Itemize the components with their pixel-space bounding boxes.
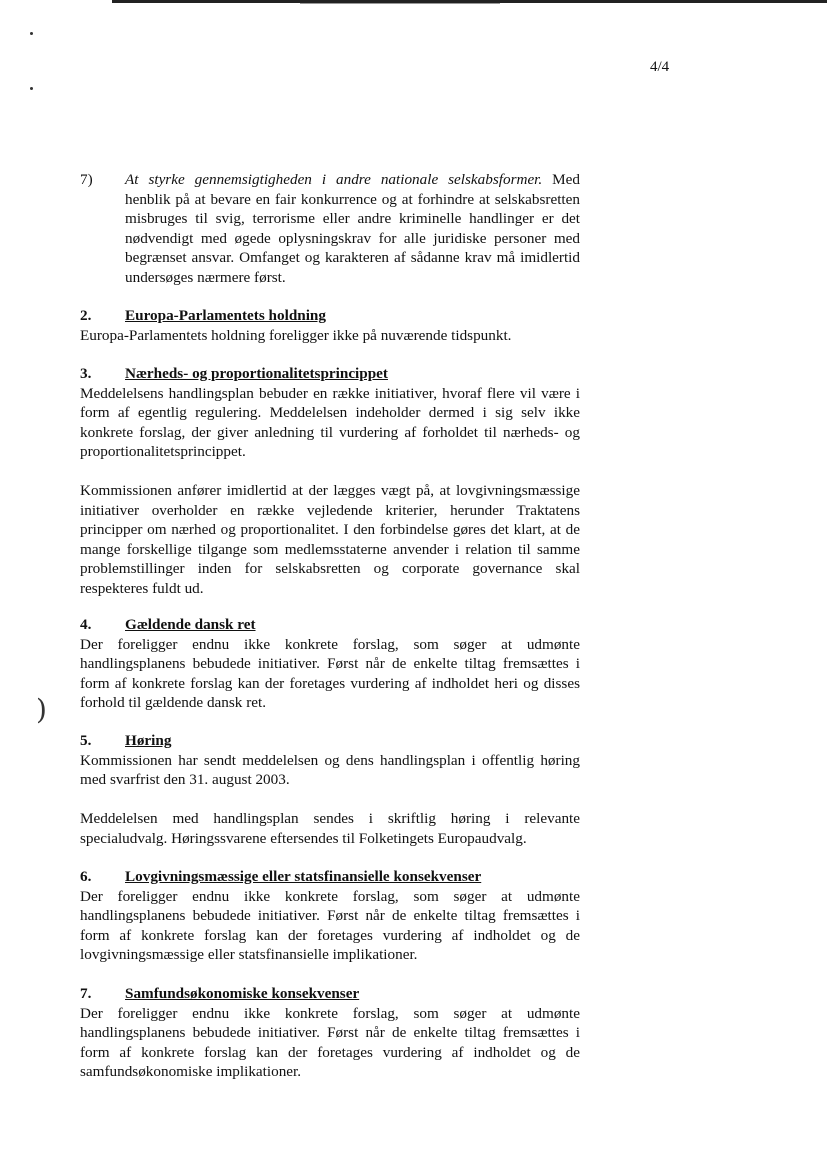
- section-title: Samfundsøkonomiske konsekvenser: [125, 985, 360, 1002]
- section-number: 7.: [80, 985, 92, 1002]
- section-paragraph: Der foreligger endnu ikke konkrete forslag, som søger at udmønte handlingsplanens bebudede initiativer. Først når de enkelte tiltag fremsættes i form af konkrete forslag kan der foretages vurdering af indholdet og de lovgivningsmæssige eller statsfinansielle implikationer.: [80, 887, 580, 963]
- section-heading: [80, 731, 580, 751]
- section-heading: [80, 615, 580, 635]
- section-6: [80, 867, 580, 965]
- section-number: 4.: [80, 616, 92, 633]
- list-item-lead: At styrke gennemsigtigheden i andre nationale selskabsformer.: [125, 171, 543, 188]
- section-paragraph: Der foreligger endnu ikke konkrete forslag, som søger at udmønte handlingsplanens bebudede initiativer. Først når de enkelte tiltag fremsættes i form af konkrete forslag kan der foretages vurdering af indholdet heri og disses forhold til gældende dansk ret.: [80, 635, 580, 711]
- section-paragraph: Meddelelsens handlingsplan bebuder en række initiativer, hvoraf flere vil være i form af egentlig regulering. Meddelelsen indeholder dermed i sig selv ikke konkrete forslag, der giver anledning til vurdering af forholdet til nærheds- og proportionalitetsprincippet.: [80, 384, 580, 460]
- section-title: Nærheds- og proportionalitetsprincippet: [125, 365, 388, 382]
- section-paragraph: Meddelelsen med handlingsplan sendes i skriftlig høring i relevante specialudvalg. Høringssvarene eftersendes til Folketingets Europaudvalg.: [80, 810, 580, 847]
- section-title: Høring: [125, 732, 172, 749]
- list-item-7: [80, 170, 580, 287]
- section-2: [80, 306, 580, 345]
- section-title: Gældende dansk ret: [125, 616, 256, 633]
- section-number: 3.: [80, 365, 92, 382]
- section-paragraph: Kommissionen anfører imidlertid at der lægges vægt på, at lovgivningsmæssige initiativer overholder en række vejledende kriterier, herunder Traktatens principper om nærhed og proportionalitet. I den forbindelse gøres det klart, at de mange forskellige tilgange som medlemsstaterne anvender i relation til samme problemstillinger inden for selskabsretten og corporate governance skal respekteres fuldt ud.: [80, 482, 580, 597]
- scan-speck: [30, 32, 33, 35]
- section-number: 6.: [80, 868, 92, 885]
- section-title: Lovgivningsmæssige eller statsfinansielle konsekvenser: [125, 868, 482, 885]
- section-heading: [80, 364, 580, 384]
- binder-hole-mark: ): [36, 693, 47, 726]
- section-paragraph: Europa-Parlamentets holdning foreligger ikke på nuværende tidspunkt.: [80, 326, 512, 344]
- scan-top-border-secondary: [300, 3, 500, 4]
- page-number: 4/4: [650, 59, 670, 75]
- list-item-body: [125, 170, 580, 287]
- scan-speck: [30, 87, 33, 90]
- section-heading: [80, 867, 580, 887]
- section-5: [80, 731, 580, 848]
- section-number: 2.: [80, 307, 92, 324]
- section-paragraph: Der foreligger endnu ikke konkrete forslag, som søger at udmønte handlingsplanens bebudede initiativer. Først når de enkelte tiltag fremsættes i form af konkrete forslag kan der foretages vurdering af indholdet og de samfundsøkonomiske implikationer.: [80, 1004, 580, 1080]
- section-heading: [80, 984, 580, 1004]
- section-number: 5.: [80, 732, 92, 749]
- section-3: [80, 364, 580, 598]
- list-item-number: 7): [80, 171, 93, 188]
- section-title: Europa-Parlamentets holdning: [125, 307, 326, 324]
- section-heading: [80, 306, 580, 326]
- section-4: [80, 615, 580, 713]
- section-7: [80, 984, 580, 1082]
- list-item-text: Med henblik på at bevare en fair konkurrence og at forhindre at selskabsretten misbruges til svig, terrorisme eller andre kriminelle handlinger er det nødvendigt med øgede oplysningskrav for alle juridiske personer med begrænset ansvar. Omfanget og karakteren af sådanne krav må imidlertid undersøges nærmere først.: [125, 171, 581, 286]
- section-paragraph: Kommissionen har sendt meddelelsen og dens handlingsplan i offentlig høring med svarfrist den 31. august 2003.: [80, 751, 580, 788]
